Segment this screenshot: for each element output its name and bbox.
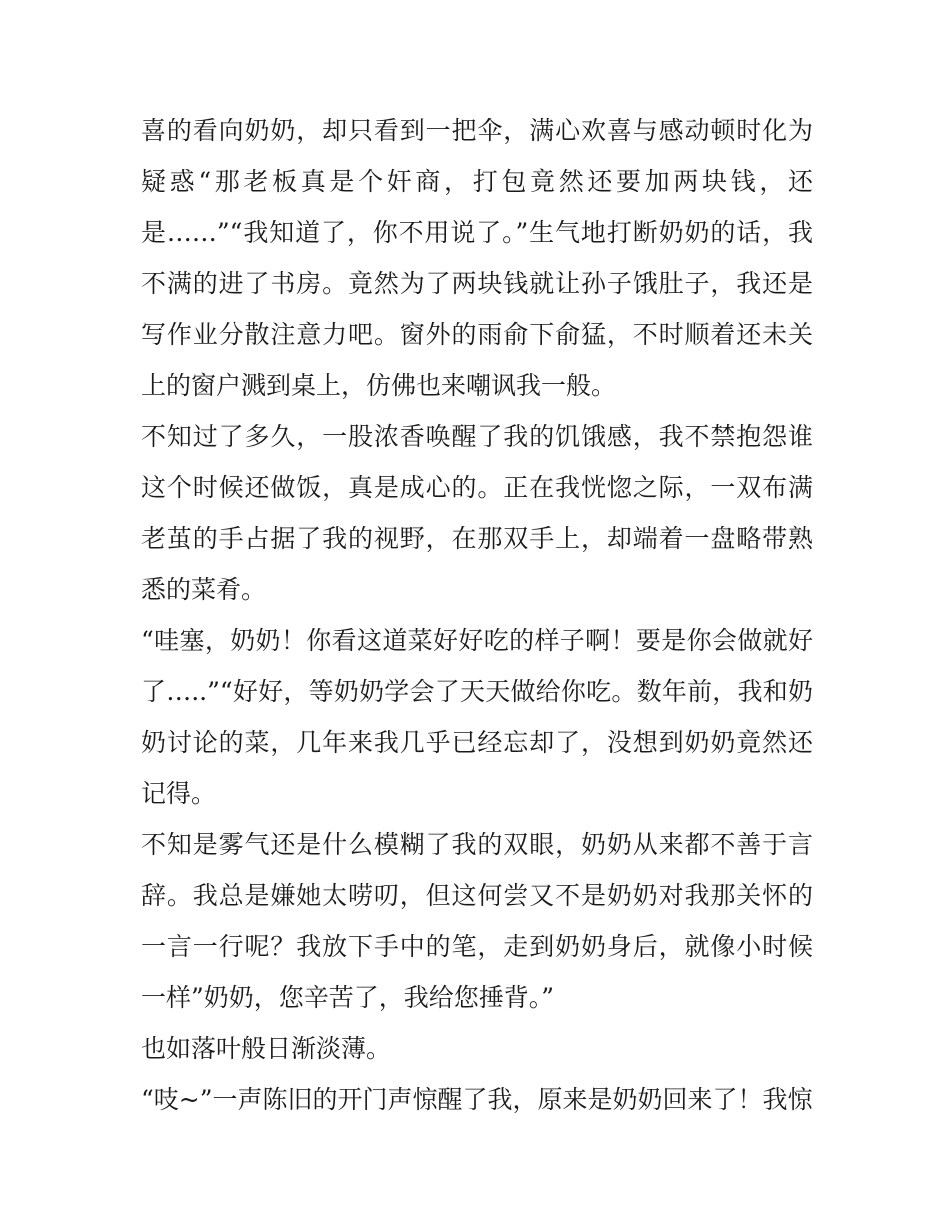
paragraph-6: “吱~”一声陈旧的开门声惊醒了我，原来是奶奶回来了！我惊 [141,1085,813,1114]
paragraph-3: “哇塞，奶奶！你看这道菜好好吃的样子啊！要是你会做就好了…..”“好好，等奶奶学会了天天做给你吃。数年前，我和奶奶讨论的菜，几年来我几乎已经忘却了，没想到奶奶竟然还记得。 [141,626,813,808]
paragraph-5: 也如落叶般日渐淡薄。 [141,1034,392,1063]
paragraph-2: 不知过了多久，一股浓香唤醒了我的饥饿感，我不禁抱怨谁这个时候还做饭，真是成心的。正在我恍惚之际，一双布满老茧的手占据了我的视野，在那双手上，却端着一盘略带熟悉的菜肴。 [141,422,813,604]
paragraph-4: 不知是雾气还是什么模糊了我的双眼，奶奶从来都不善于言辞。我总是嫌她太唠叨，但这何尝又不是奶奶对我那关怀的一言一行呢？我放下手中的笔，走到奶奶身后，就像小时候一样”奶奶，您辛苦了，我给您捶背。” [141,830,813,1012]
document-body [141,105,813,1125]
paragraph-1: 喜的看向奶奶，却只看到一把伞，满心欢喜与感动顿时化为疑惑“那老板真是个奸商，打包竟然还要加两块钱，还是……”“我知道了，你不用说了。”生气地打断奶奶的话，我不满的进了书房。竟然为了两块钱就让孙子饿肚子，我还是写作业分散注意力吧。窗外的雨俞下俞猛，不时顺着还未关上的窗户溅到桌上，仿佛也来嘲讽我一般。 [141,116,813,400]
